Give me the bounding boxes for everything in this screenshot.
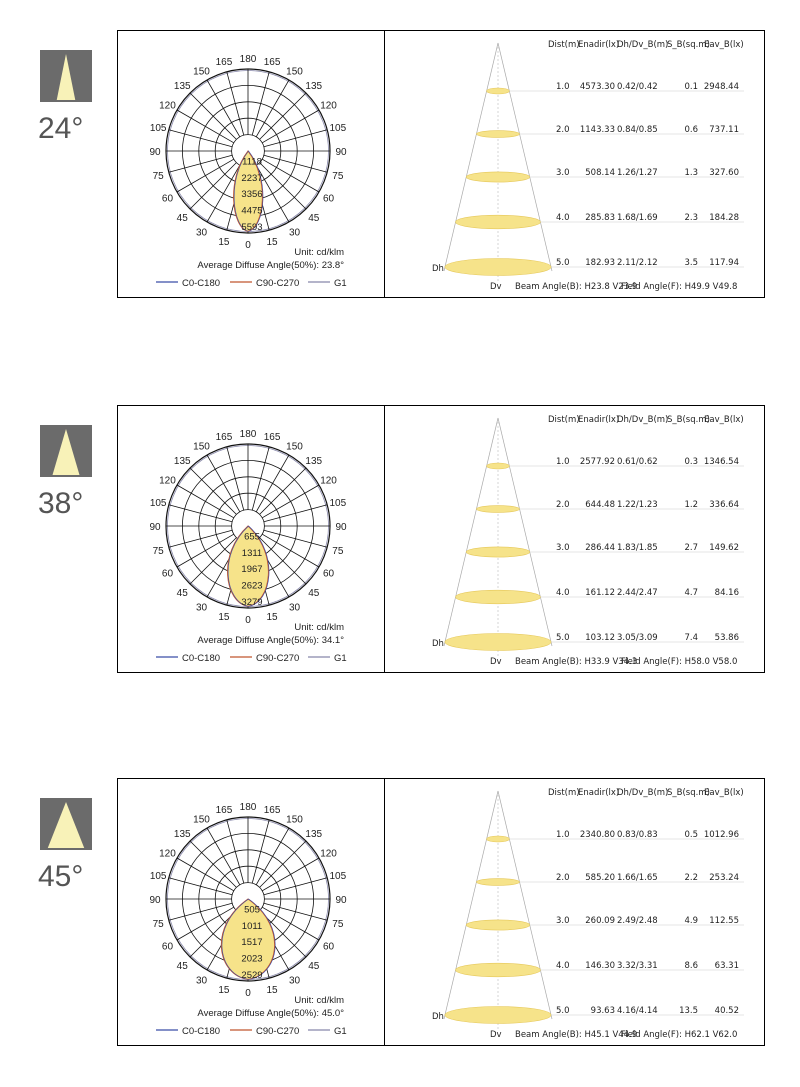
polar-spoke bbox=[190, 841, 236, 887]
cell-eav: 253.24 bbox=[709, 873, 739, 883]
polar-spoke bbox=[169, 155, 232, 172]
polar-spoke bbox=[262, 110, 319, 143]
col-header-eav: Eav_B(lx) bbox=[704, 788, 744, 798]
cell-eav: 53.86 bbox=[714, 633, 739, 643]
angle-tick-label: 45 bbox=[176, 960, 188, 972]
angle-tick-label: 105 bbox=[149, 122, 167, 134]
angle-tick-label: 15 bbox=[266, 984, 278, 996]
polar-spoke bbox=[252, 72, 269, 135]
angle-tick-label: 120 bbox=[320, 848, 337, 860]
beam-cone-icon bbox=[40, 50, 92, 102]
radial-tick-label: 1118 bbox=[242, 156, 262, 168]
radial-tick-label: 1311 bbox=[241, 547, 263, 559]
polar-spoke bbox=[169, 903, 232, 920]
cell-enadir: 2340.80 bbox=[579, 830, 615, 840]
angle-tick-label: 60 bbox=[322, 568, 335, 580]
cell-dhdv: 0.83/0.83 bbox=[617, 830, 658, 840]
angle-tick-label: 135 bbox=[305, 829, 323, 841]
polar-spoke bbox=[177, 534, 234, 567]
angle-tick-label: 105 bbox=[149, 497, 167, 509]
cell-eav: 327.60 bbox=[709, 168, 739, 178]
angle-tick-label: 30 bbox=[288, 975, 301, 987]
radial-tick-label: 2529 bbox=[241, 970, 263, 981]
field-angle-text: Field Angle(F): H58.0 V58.0 bbox=[621, 657, 738, 667]
cell-eav: 149.62 bbox=[709, 543, 739, 553]
cell-eav: 1012.96 bbox=[703, 830, 739, 840]
dv-label: Dv bbox=[490, 657, 502, 667]
illuminance-spot bbox=[487, 88, 510, 94]
beam-block bbox=[0, 778, 800, 1078]
legend-entry: C90-C270 bbox=[256, 653, 300, 664]
cone-edge bbox=[444, 418, 498, 646]
polar-spoke bbox=[260, 163, 306, 209]
polar-spoke bbox=[227, 447, 244, 510]
dh-label: Dh bbox=[432, 264, 444, 274]
polar-spoke bbox=[177, 485, 234, 518]
angle-tick-label: 150 bbox=[193, 66, 210, 78]
legend bbox=[156, 653, 347, 664]
cell-dist: 2.0 bbox=[556, 125, 570, 135]
angle-tick-label: 135 bbox=[173, 456, 191, 468]
cell-sb: 3.5 bbox=[684, 258, 698, 268]
beam-cone-icon bbox=[40, 425, 92, 477]
cell-dist: 2.0 bbox=[556, 873, 570, 883]
polar-spoke bbox=[190, 93, 236, 139]
cell-eav: 1346.54 bbox=[703, 457, 739, 467]
angle-tick-label: 15 bbox=[266, 236, 278, 248]
dv-label: Dv bbox=[490, 1030, 502, 1040]
beam-cone-icon bbox=[40, 798, 92, 850]
angle-tick-label: 150 bbox=[286, 66, 303, 78]
angle-tick-label: 75 bbox=[332, 919, 344, 931]
cell-sb: 0.5 bbox=[684, 830, 698, 840]
cell-sb: 1.3 bbox=[684, 168, 698, 178]
legend-entry: G1 bbox=[334, 653, 347, 664]
col-header-dhdv: Dh/Dv_B(m) bbox=[617, 788, 669, 798]
cell-dhdv: 2.44/2.47 bbox=[617, 588, 658, 598]
illuminance-spot bbox=[456, 215, 541, 229]
average-angle-label: Average Diffuse Angle(50%): 34.1° bbox=[197, 635, 344, 646]
cell-dhdv: 3.05/3.09 bbox=[617, 633, 658, 643]
angle-tick-label: 120 bbox=[320, 475, 337, 487]
illuminance-spot bbox=[466, 547, 529, 557]
cell-enadir: 182.93 bbox=[585, 258, 615, 268]
radial-tick-label: 1011 bbox=[241, 920, 263, 932]
angle-tick-label: 90 bbox=[335, 522, 347, 533]
illuminance-spot bbox=[466, 920, 529, 930]
cell-eav: 84.16 bbox=[714, 588, 739, 598]
cell-dhdv: 0.42/0.42 bbox=[617, 82, 658, 92]
radial-tick-label: 2623 bbox=[241, 580, 263, 592]
polar-spoke bbox=[264, 130, 327, 147]
cell-eav: 63.31 bbox=[714, 961, 739, 971]
average-angle-label: Average Diffuse Angle(50%): 45.0° bbox=[197, 1008, 344, 1019]
angle-tick-label: 90 bbox=[149, 147, 161, 158]
cell-sb: 0.6 bbox=[684, 125, 698, 135]
polar-spoke bbox=[169, 505, 232, 522]
illuminance-spot bbox=[487, 836, 510, 842]
polar-spoke bbox=[177, 110, 234, 143]
field-angle-text: Field Angle(F): H62.1 V62.0 bbox=[621, 1030, 738, 1040]
dh-label: Dh bbox=[432, 1012, 444, 1022]
cell-sb: 2.3 bbox=[684, 213, 698, 223]
cell-dhdv: 1.66/1.65 bbox=[617, 873, 658, 883]
col-header-dhdv: Dh/Dv_B(m) bbox=[617, 415, 669, 425]
angle-tick-label: 75 bbox=[332, 171, 344, 183]
angle-tick-label: 75 bbox=[152, 919, 164, 931]
angle-tick-label: 165 bbox=[215, 805, 233, 817]
angle-tick-label: 45 bbox=[308, 960, 320, 972]
col-header-dist: Dist(m) bbox=[548, 415, 580, 425]
angle-tick-label: 60 bbox=[161, 568, 174, 580]
cell-sb: 4.7 bbox=[684, 588, 698, 598]
angle-tick-label: 45 bbox=[176, 212, 188, 224]
angle-tick-label: 165 bbox=[263, 432, 281, 444]
cell-dhdv: 2.11/2.12 bbox=[617, 258, 658, 268]
cone-edge bbox=[444, 43, 498, 271]
polar-spoke bbox=[207, 80, 240, 137]
angle-tick-label: 30 bbox=[288, 227, 301, 239]
polar-spoke bbox=[262, 485, 319, 518]
angle-tick-label: 45 bbox=[308, 212, 320, 224]
polar-spoke bbox=[264, 155, 327, 172]
polar-spoke bbox=[252, 447, 269, 510]
angle-tick-label: 90 bbox=[335, 895, 347, 906]
legend bbox=[156, 278, 347, 289]
illuminance-cone bbox=[432, 788, 744, 1040]
cell-sb: 0.3 bbox=[684, 457, 698, 467]
angle-tick-label: 105 bbox=[329, 122, 347, 134]
illuminance-cone bbox=[432, 415, 744, 667]
cell-dist: 5.0 bbox=[556, 1006, 570, 1016]
radial-tick-label: 5593 bbox=[241, 222, 263, 233]
cell-dhdv: 4.16/4.14 bbox=[617, 1006, 658, 1016]
col-header-eav: Eav_B(lx) bbox=[704, 40, 744, 50]
angle-tick-label: 60 bbox=[322, 941, 335, 953]
cell-dist: 5.0 bbox=[556, 258, 570, 268]
radial-tick-label: 3356 bbox=[241, 189, 263, 201]
angle-tick-label: 60 bbox=[322, 193, 335, 205]
cell-enadir: 103.12 bbox=[585, 633, 615, 643]
angle-tick-label: 120 bbox=[159, 100, 176, 112]
angle-tick-label: 180 bbox=[239, 429, 257, 440]
cone-edge bbox=[498, 418, 552, 646]
polar-spoke bbox=[227, 72, 244, 135]
unit-label: Unit: cd/klm bbox=[294, 995, 344, 1006]
angle-tick-label: 0 bbox=[245, 988, 251, 999]
illuminance-spot bbox=[466, 172, 529, 182]
cell-enadir: 93.63 bbox=[590, 1006, 615, 1016]
field-angle-text: Field Angle(F): H49.9 V49.8 bbox=[621, 282, 738, 292]
angle-tick-label: 75 bbox=[152, 171, 164, 183]
angle-tick-label: 135 bbox=[173, 829, 191, 841]
radial-tick-label: 2023 bbox=[241, 953, 263, 965]
radial-tick-label: 505 bbox=[244, 904, 260, 916]
beam-angle-label: 38° bbox=[38, 487, 84, 520]
cell-dist: 4.0 bbox=[556, 961, 570, 971]
cell-sb: 0.1 bbox=[684, 82, 698, 92]
col-header-enadir: Enadir(lx) bbox=[578, 415, 620, 425]
polar-spoke bbox=[256, 828, 289, 885]
legend-entry: C90-C270 bbox=[256, 278, 300, 289]
beam-cone-shape bbox=[53, 429, 80, 475]
cell-dhdv: 2.49/2.48 bbox=[617, 916, 658, 926]
angle-tick-label: 135 bbox=[305, 456, 323, 468]
cell-enadir: 508.14 bbox=[585, 168, 615, 178]
cell-dist: 3.0 bbox=[556, 543, 570, 553]
cell-dist: 5.0 bbox=[556, 633, 570, 643]
polar-spoke bbox=[207, 455, 240, 512]
polar-diagram bbox=[149, 54, 347, 271]
beam-badge-icon bbox=[40, 50, 92, 102]
polar-spoke bbox=[264, 878, 327, 895]
angle-tick-label: 0 bbox=[245, 240, 251, 251]
cone-edge bbox=[444, 791, 498, 1019]
angle-tick-label: 150 bbox=[193, 814, 210, 826]
illuminance-spot bbox=[445, 259, 551, 276]
cell-eav: 737.11 bbox=[709, 125, 739, 135]
beam-angle-label: 45° bbox=[38, 860, 84, 893]
cell-dist: 2.0 bbox=[556, 500, 570, 510]
cell-dhdv: 0.84/0.85 bbox=[617, 125, 658, 135]
angle-tick-label: 105 bbox=[149, 870, 167, 882]
angle-tick-label: 60 bbox=[161, 193, 174, 205]
angle-tick-label: 90 bbox=[149, 895, 161, 906]
col-header-dhdv: Dh/Dv_B(m) bbox=[617, 40, 669, 50]
beam-angle-text: Beam Angle(B): H45.1 V44.9 bbox=[515, 1030, 638, 1040]
radial-tick-label: 1967 bbox=[241, 564, 263, 576]
angle-tick-label: 30 bbox=[195, 602, 208, 614]
cell-dist: 4.0 bbox=[556, 588, 570, 598]
angle-tick-label: 180 bbox=[239, 802, 257, 813]
photometric-chart bbox=[118, 406, 764, 672]
cell-enadir: 4573.30 bbox=[579, 82, 615, 92]
angle-tick-label: 15 bbox=[218, 984, 230, 996]
beam-angle-text: Beam Angle(B): H23.8 V23.9 bbox=[515, 282, 638, 292]
beam-angle-text: Beam Angle(B): H33.9 V34.3 bbox=[515, 657, 638, 667]
polar-spoke bbox=[262, 534, 319, 567]
cell-eav: 112.55 bbox=[709, 916, 739, 926]
angle-tick-label: 120 bbox=[159, 475, 176, 487]
angle-tick-label: 165 bbox=[215, 57, 233, 69]
cell-enadir: 2577.92 bbox=[579, 457, 615, 467]
cell-sb: 2.2 bbox=[684, 873, 698, 883]
col-header-sb: S_B(sq.m) bbox=[667, 40, 710, 50]
dv-label: Dv bbox=[490, 282, 502, 292]
cell-dist: 4.0 bbox=[556, 213, 570, 223]
polar-spoke bbox=[169, 878, 232, 895]
col-header-enadir: Enadir(lx) bbox=[578, 40, 620, 50]
angle-tick-label: 105 bbox=[329, 497, 347, 509]
polar-spoke bbox=[260, 841, 306, 887]
beam-angle-label: 24° bbox=[38, 112, 84, 145]
angle-tick-label: 165 bbox=[263, 805, 281, 817]
cell-sb: 13.5 bbox=[679, 1006, 698, 1016]
cell-eav: 184.28 bbox=[709, 213, 739, 223]
polar-spoke bbox=[256, 455, 289, 512]
angle-tick-label: 60 bbox=[161, 941, 174, 953]
angle-tick-label: 15 bbox=[266, 611, 278, 623]
polar-spoke bbox=[190, 468, 236, 514]
angle-tick-label: 30 bbox=[195, 227, 208, 239]
angle-tick-label: 150 bbox=[286, 441, 303, 453]
polar-spoke bbox=[169, 530, 232, 547]
angle-tick-label: 75 bbox=[332, 546, 344, 558]
cell-dhdv: 0.61/0.62 bbox=[617, 457, 658, 467]
polar-spoke bbox=[262, 159, 319, 192]
cell-enadir: 260.09 bbox=[585, 916, 615, 926]
unit-label: Unit: cd/klm bbox=[294, 247, 344, 258]
cell-dist: 3.0 bbox=[556, 168, 570, 178]
cell-enadir: 146.30 bbox=[585, 961, 615, 971]
illuminance-spot bbox=[476, 879, 519, 886]
angle-tick-label: 90 bbox=[335, 147, 347, 158]
cell-eav: 336.64 bbox=[709, 500, 739, 510]
illuminance-spot bbox=[476, 131, 519, 138]
polar-spoke bbox=[264, 505, 327, 522]
photometric-frame bbox=[117, 778, 765, 1046]
cell-dist: 1.0 bbox=[556, 830, 570, 840]
radial-tick-label: 1517 bbox=[241, 937, 263, 949]
angle-tick-label: 120 bbox=[320, 100, 337, 112]
cell-sb: 4.9 bbox=[684, 916, 698, 926]
beam-cone-shape bbox=[48, 802, 84, 848]
polar-spoke bbox=[169, 130, 232, 147]
angle-tick-label: 135 bbox=[173, 81, 191, 93]
polar-spoke bbox=[260, 93, 306, 139]
angle-tick-label: 45 bbox=[308, 587, 320, 599]
cell-enadir: 644.48 bbox=[585, 500, 615, 510]
legend-entry: C0-C180 bbox=[182, 1026, 221, 1037]
angle-tick-label: 135 bbox=[305, 81, 323, 93]
illuminance-spot bbox=[456, 963, 541, 977]
legend-entry: C0-C180 bbox=[182, 653, 221, 664]
illuminance-spot bbox=[487, 463, 510, 469]
angle-tick-label: 105 bbox=[329, 870, 347, 882]
radial-tick-label: 4475 bbox=[241, 205, 263, 217]
polar-spoke bbox=[264, 530, 327, 547]
polar-spoke bbox=[262, 858, 319, 891]
angle-tick-label: 30 bbox=[195, 975, 208, 987]
illuminance-spot bbox=[456, 590, 541, 604]
cell-dist: 3.0 bbox=[556, 916, 570, 926]
cell-eav: 117.94 bbox=[709, 258, 739, 268]
angle-tick-label: 180 bbox=[239, 54, 257, 65]
cell-dhdv: 1.68/1.69 bbox=[617, 213, 658, 223]
angle-tick-label: 120 bbox=[159, 848, 176, 860]
photometric-chart bbox=[118, 31, 764, 297]
cell-eav: 40.52 bbox=[714, 1006, 739, 1016]
illuminance-spot bbox=[445, 1007, 551, 1024]
col-header-dist: Dist(m) bbox=[548, 40, 580, 50]
cell-sb: 2.7 bbox=[684, 543, 698, 553]
cell-dist: 1.0 bbox=[556, 457, 570, 467]
dh-label: Dh bbox=[432, 639, 444, 649]
cell-eav: 2948.44 bbox=[703, 82, 739, 92]
beam-block bbox=[0, 30, 800, 330]
angle-tick-label: 165 bbox=[215, 432, 233, 444]
average-angle-label: Average Diffuse Angle(50%): 23.8° bbox=[197, 260, 344, 271]
legend-entry: C0-C180 bbox=[182, 278, 221, 289]
cell-dhdv: 1.22/1.23 bbox=[617, 500, 658, 510]
beam-block bbox=[0, 405, 800, 705]
legend-entry: G1 bbox=[334, 278, 347, 289]
cell-enadir: 161.12 bbox=[585, 588, 615, 598]
angle-tick-label: 30 bbox=[288, 602, 301, 614]
polar-spoke bbox=[252, 820, 269, 883]
cell-sb: 7.4 bbox=[684, 633, 698, 643]
angle-tick-label: 90 bbox=[149, 522, 161, 533]
illuminance-cone bbox=[432, 40, 744, 292]
col-header-eav: Eav_B(lx) bbox=[704, 415, 744, 425]
polar-diagram bbox=[149, 429, 347, 646]
angle-tick-label: 45 bbox=[176, 587, 188, 599]
legend bbox=[156, 1026, 347, 1037]
polar-spoke bbox=[227, 820, 244, 883]
polar-diagram bbox=[149, 802, 347, 1019]
angle-tick-label: 150 bbox=[193, 441, 210, 453]
angle-tick-label: 0 bbox=[245, 615, 251, 626]
angle-tick-label: 150 bbox=[286, 814, 303, 826]
unit-label: Unit: cd/klm bbox=[294, 622, 344, 633]
beam-cone-shape bbox=[57, 54, 76, 100]
cell-dhdv: 3.32/3.31 bbox=[617, 961, 658, 971]
polar-spoke bbox=[177, 858, 234, 891]
polar-spoke bbox=[177, 159, 234, 192]
beam-badge-icon bbox=[40, 425, 92, 477]
cell-sb: 8.6 bbox=[684, 961, 698, 971]
cell-dhdv: 1.26/1.27 bbox=[617, 168, 658, 178]
col-header-dist: Dist(m) bbox=[548, 788, 580, 798]
radial-tick-label: 655 bbox=[244, 531, 260, 543]
radial-tick-label: 3279 bbox=[241, 597, 263, 608]
legend-entry: C90-C270 bbox=[256, 1026, 300, 1037]
cell-sb: 1.2 bbox=[684, 500, 698, 510]
beam-badge-icon bbox=[40, 798, 92, 850]
polar-spoke bbox=[264, 903, 327, 920]
cell-dist: 1.0 bbox=[556, 82, 570, 92]
angle-tick-label: 15 bbox=[218, 236, 230, 248]
cell-enadir: 1143.33 bbox=[579, 125, 615, 135]
cell-enadir: 285.83 bbox=[585, 213, 615, 223]
photometric-frame bbox=[117, 405, 765, 673]
angle-tick-label: 15 bbox=[218, 611, 230, 623]
cone-edge bbox=[498, 791, 552, 1019]
photometric-chart bbox=[118, 779, 764, 1045]
radial-tick-label: 2237 bbox=[241, 172, 263, 184]
col-header-sb: S_B(sq.m) bbox=[667, 415, 710, 425]
photometric-frame bbox=[117, 30, 765, 298]
cell-dhdv: 1.83/1.85 bbox=[617, 543, 658, 553]
polar-spoke bbox=[260, 468, 306, 514]
illuminance-spot bbox=[476, 506, 519, 513]
illuminance-spot bbox=[445, 634, 551, 651]
col-header-sb: S_B(sq.m) bbox=[667, 788, 710, 798]
polar-spoke bbox=[207, 828, 240, 885]
cell-enadir: 286.44 bbox=[585, 543, 615, 553]
cone-edge bbox=[498, 43, 552, 271]
polar-spoke bbox=[190, 163, 236, 209]
angle-tick-label: 165 bbox=[263, 57, 281, 69]
angle-tick-label: 75 bbox=[152, 546, 164, 558]
cell-enadir: 585.20 bbox=[585, 873, 615, 883]
polar-spoke bbox=[256, 80, 289, 137]
legend-entry: G1 bbox=[334, 1026, 347, 1037]
col-header-enadir: Enadir(lx) bbox=[578, 788, 620, 798]
